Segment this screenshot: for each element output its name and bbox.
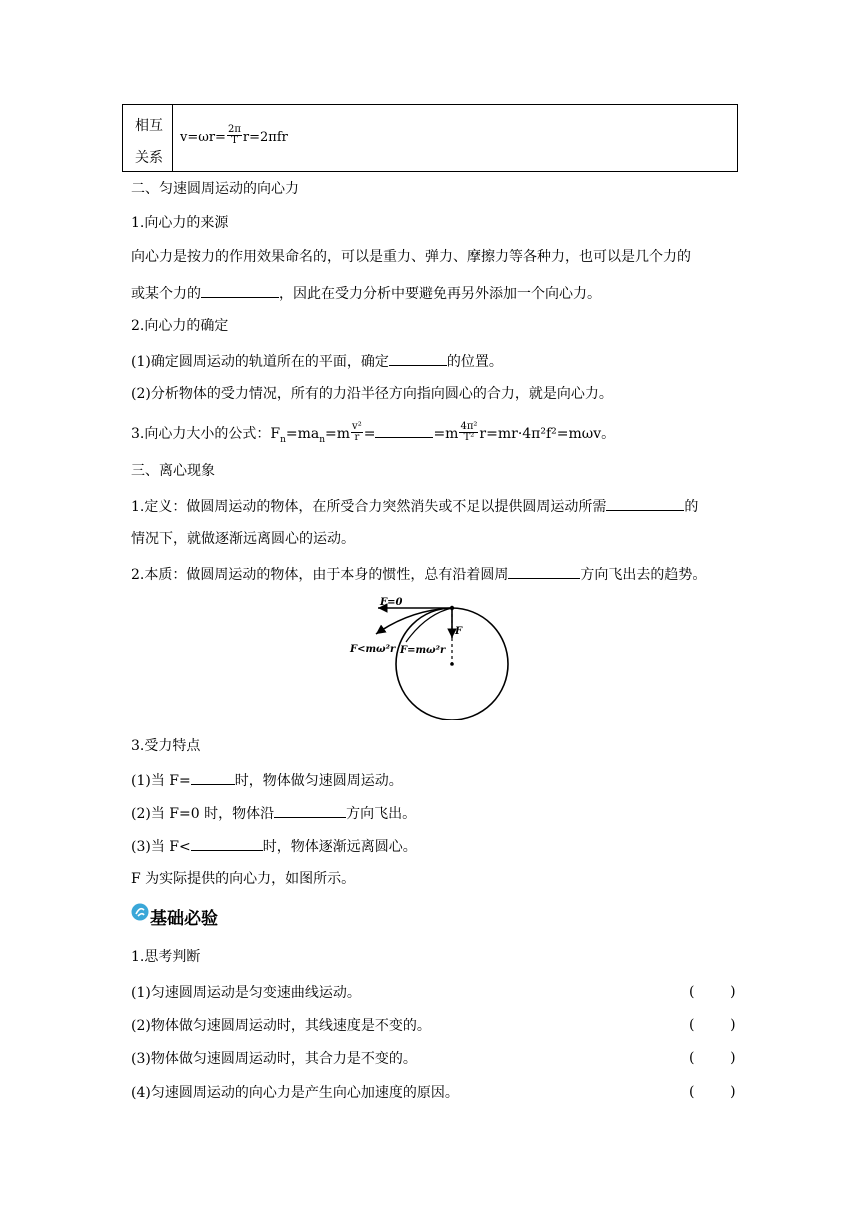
subheading-source: 1.向心力的来源 [131, 215, 229, 231]
section-heading-3: 三、离心现象 [131, 463, 215, 479]
fill-blank[interactable] [191, 770, 235, 785]
section-badge-icon [131, 903, 149, 921]
judge-item: (2)物体做匀速圆周运动时，其线速度是不变的。 [131, 1018, 431, 1034]
answer-paren[interactable]: ( ) [689, 1084, 736, 1100]
label-f-less: F<mω²r [350, 644, 396, 655]
answer-paren[interactable]: ( ) [689, 984, 736, 1000]
relation-formula: v=ωr= $\frac{2\pi}{T}$ r=2πfr [180, 124, 288, 146]
judge-item: (1)匀速圆周运动是匀变速曲线运动。 [131, 985, 361, 1001]
label-f-zero: F=0 [380, 597, 403, 608]
condition-2: (2)当 F=0 时，物体沿 方向飞出。 [131, 803, 416, 823]
judge-item: (3)物体做匀速圆周运动时，其合力是不变的。 [131, 1051, 417, 1067]
formula-line: 3.向心力大小的公式：$F_n=ma_n=m$ $\frac{\text{v²}}{r}$ = =m $\frac{\text{4π²}}{\text{T²}}$ r=mr·4π²f²=mωv。 [131, 420, 616, 445]
answer-paren[interactable]: ( ) [689, 1017, 736, 1033]
fill-blank[interactable] [606, 496, 684, 511]
object-dot [450, 606, 454, 610]
relation-table [122, 104, 738, 172]
center-dot [450, 662, 454, 666]
fill-blank[interactable] [191, 836, 263, 851]
paragraph-source-1: 向心力是按力的作用效果命名的，可以是重力、弹力、摩擦力等各种力，也可以是几个力的 [131, 249, 691, 265]
fill-blank[interactable] [389, 351, 447, 366]
condition-1: (1)当 F= 时，物体做匀速圆周运动。 [131, 770, 403, 790]
paragraph-definition-1: 1.定义：做圆周运动的物体，在所受合力突然消失或不足以提供圆周运动所需 的 [131, 496, 698, 516]
relation-label-line1: 相互 [135, 118, 163, 134]
centrifugal-figure [340, 594, 520, 720]
label-f-equal: F=mω²r [400, 645, 446, 656]
fraction-4pi2-over-t2: $\frac{\text{4π²}}{\text{T²}}$ [460, 420, 478, 443]
paragraph-determine-1: (1)确定圆周运动的轨道所在的平面，确定 的位置。 [131, 351, 503, 371]
condition-3: (3)当 F< 时，物体逐渐远离圆心。 [131, 836, 417, 856]
judge-item: (4)匀速圆周运动的向心力是产生向心加速度的原因。 [131, 1085, 459, 1101]
fill-blank[interactable] [508, 564, 580, 579]
relation-label-line2: 关系 [135, 150, 163, 166]
subheading-force-features: 3.受力特点 [131, 738, 201, 754]
fraction-v2-over-r: $\frac{\text{v²}}{r}$ [352, 420, 362, 443]
subheading-determine: 2.向心力的确定 [131, 318, 229, 334]
section-heading-2: 二、匀速圆周运动的向心力 [131, 181, 299, 197]
paragraph-definition-2: 情况下，就做逐渐远离圆心的运动。 [131, 531, 355, 547]
answer-paren[interactable]: ( ) [689, 1050, 736, 1066]
figure-note: F 为实际提供的向心力，如图所示。 [131, 871, 356, 887]
fill-blank[interactable] [274, 803, 346, 818]
fill-blank[interactable] [375, 423, 433, 438]
section-title-basics: 基础必验 [150, 909, 218, 929]
subheading-judge: 1.思考判断 [131, 949, 201, 965]
fraction-2pi-over-t: $\frac{2\pi}{T}$ [227, 124, 241, 146]
relation-label-cell [123, 105, 173, 171]
paragraph-essence: 2.本质：做圆周运动的物体，由于本身的惯性，总有沿着圆周 方向飞出去的趋势。 [131, 564, 706, 584]
paragraph-determine-2: (2)分析物体的受力情况，所有的力沿半径方向指向圆心的合力，就是向心力。 [131, 386, 613, 402]
fill-blank[interactable] [201, 283, 279, 298]
paragraph-source-2: 或某个力的 ，因此在受力分析中要避免再另外添加一个向心力。 [131, 283, 601, 303]
label-f: F [455, 626, 463, 637]
